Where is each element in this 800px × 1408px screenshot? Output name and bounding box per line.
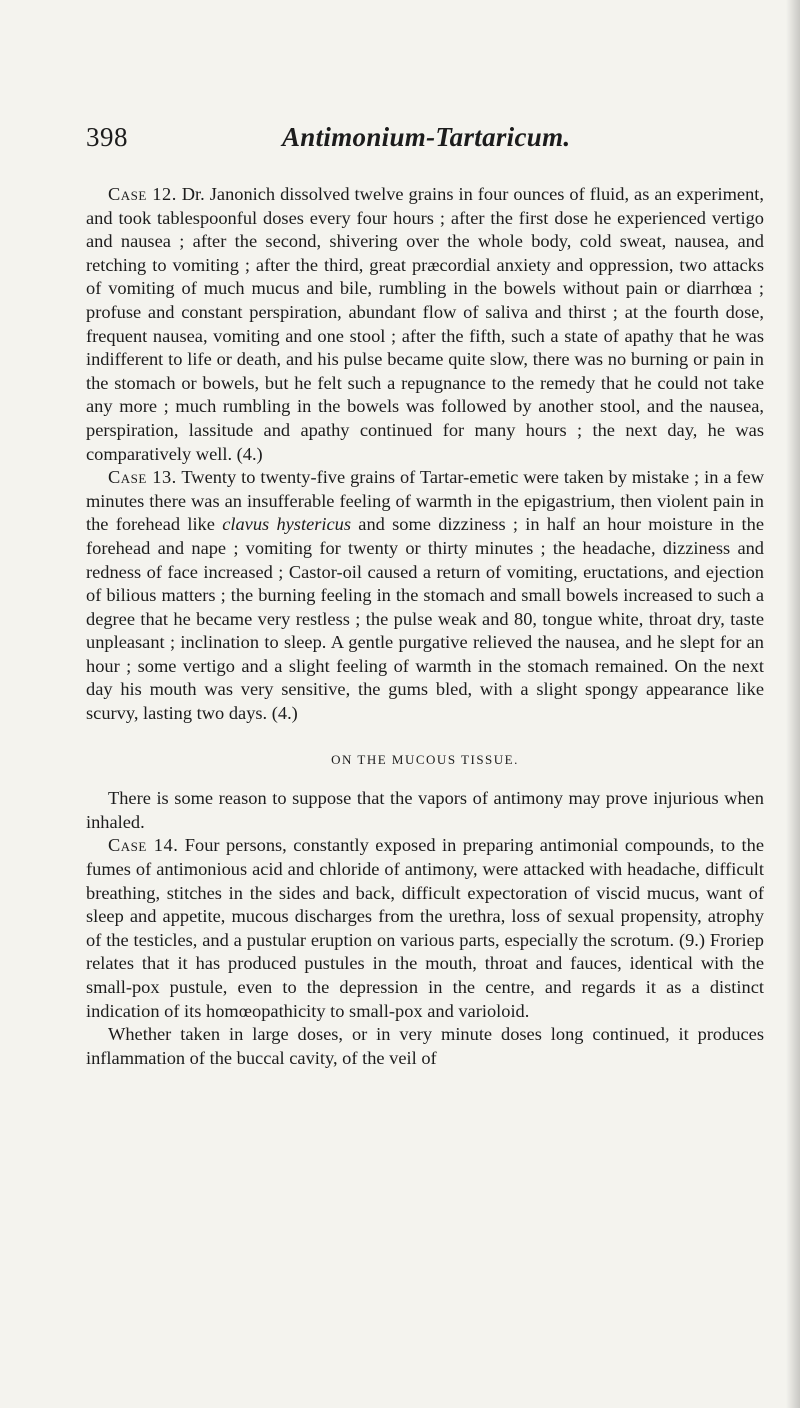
paragraph-closing: Whether taken in large doses, or in very minute doses long continued, it produces inflammation of the buccal cavity, of the veil of [86, 1024, 764, 1068]
page-header [86, 122, 766, 162]
case-label: Case 14. [108, 835, 179, 856]
case-text: Four persons, constantly exposed in preparing antimonial compounds, to the fumes of antimonious acid and chloride of antimony, were attacked with headache, difficult breathing, stitches in the sides and back, difficult expectoration of viscid mucus, want of sleep and appetite, mucous discharges from the urethra, loss of sexual propensity, atrophy of the testicles, and a pustular eruption on various parts, especially the scrotum. (9.) Froriep relates that it has produced pustules in the mouth, throat and fauces, identical with the small-pox pustule, even to the depression in the centre, and regards it as a distinct indication of its homœopathicity to small-pox and varioloid. [86, 835, 764, 1021]
italic-term: clavus hystericus [222, 514, 352, 535]
running-title: Antimonium-Tartaricum. [282, 122, 571, 152]
page-body [86, 183, 764, 1070]
paragraph-case-14 [86, 834, 764, 1023]
case-label: Case 13. [108, 467, 177, 488]
case-text: and some dizziness ; in half an hour moisture in the forehead and nape ; vomiting for twenty or thirty minutes ; the headache, dizziness and redness of face increased ; Castor-oil caused a return of vomiting, eructations, and ejection of bilious matters ; the burning feeling in the stomach and small bowels increased to such a degree that he became very restless ; the pulse weak and 80, tongue white, throat dry, taste unpleasant ; inclination to sleep. A gentle purgative relieved the nausea, and he slept for an hour ; some vertigo and a slight feeling of warmth in the stomach remained. On the next day his mouth was very sensitive, the gums bled, with a slight spongy appearance like scurvy, lasting two days. (4.) [86, 514, 764, 724]
section-subheading: ON THE MUCOUS TISSUE. [331, 751, 519, 767]
case-label: Case 12. [108, 184, 177, 204]
paragraph-intro: There is some reason to suppose that the vapors of antimony may prove injurious when inhaled. [86, 788, 764, 832]
page-number: 398 [86, 122, 128, 152]
paragraph-case-12 [86, 183, 764, 466]
case-text: Dr. Janonich dissolved twelve grains in four ounces of fluid, as an experiment, and took tablespoonful doses every four hours ; after the first dose he experienced vertigo and nausea ; after the second, shivering over the whole body, cold sweat, nausea, and retching to vomiting ; after the third, great præcordial anxiety and oppression, two attacks of vomiting of much mucus and bile, rumbling in the bowels without pain or diarrhœa ; profuse and constant perspiration, abundant flow of saliva and thirst ; at the fourth dose, frequent nausea, vomiting and one stool ; after the fifth, such a state of apathy that he was indifferent to life or death, and his pulse became quite slow, there was no burning or pain in the stomach or bowels, but he felt such a repugnance to the remedy that he could not take any more ; much rumbling in the bowels was followed by another stool, and the nausea, perspiration, lassitude and apathy continued for many hours ; the next day, he was comparatively well. (4.) [86, 184, 764, 464]
paragraph-case-13 [86, 466, 764, 726]
page-edge-shadow [786, 0, 800, 1408]
case-text: Twenty to twenty-five grains of Tartar-emetic were taken by mistake ; in a few minutes there was an insufferable feeling of warmth in the epigastrium, then violent pain in the forehead like [86, 467, 764, 535]
